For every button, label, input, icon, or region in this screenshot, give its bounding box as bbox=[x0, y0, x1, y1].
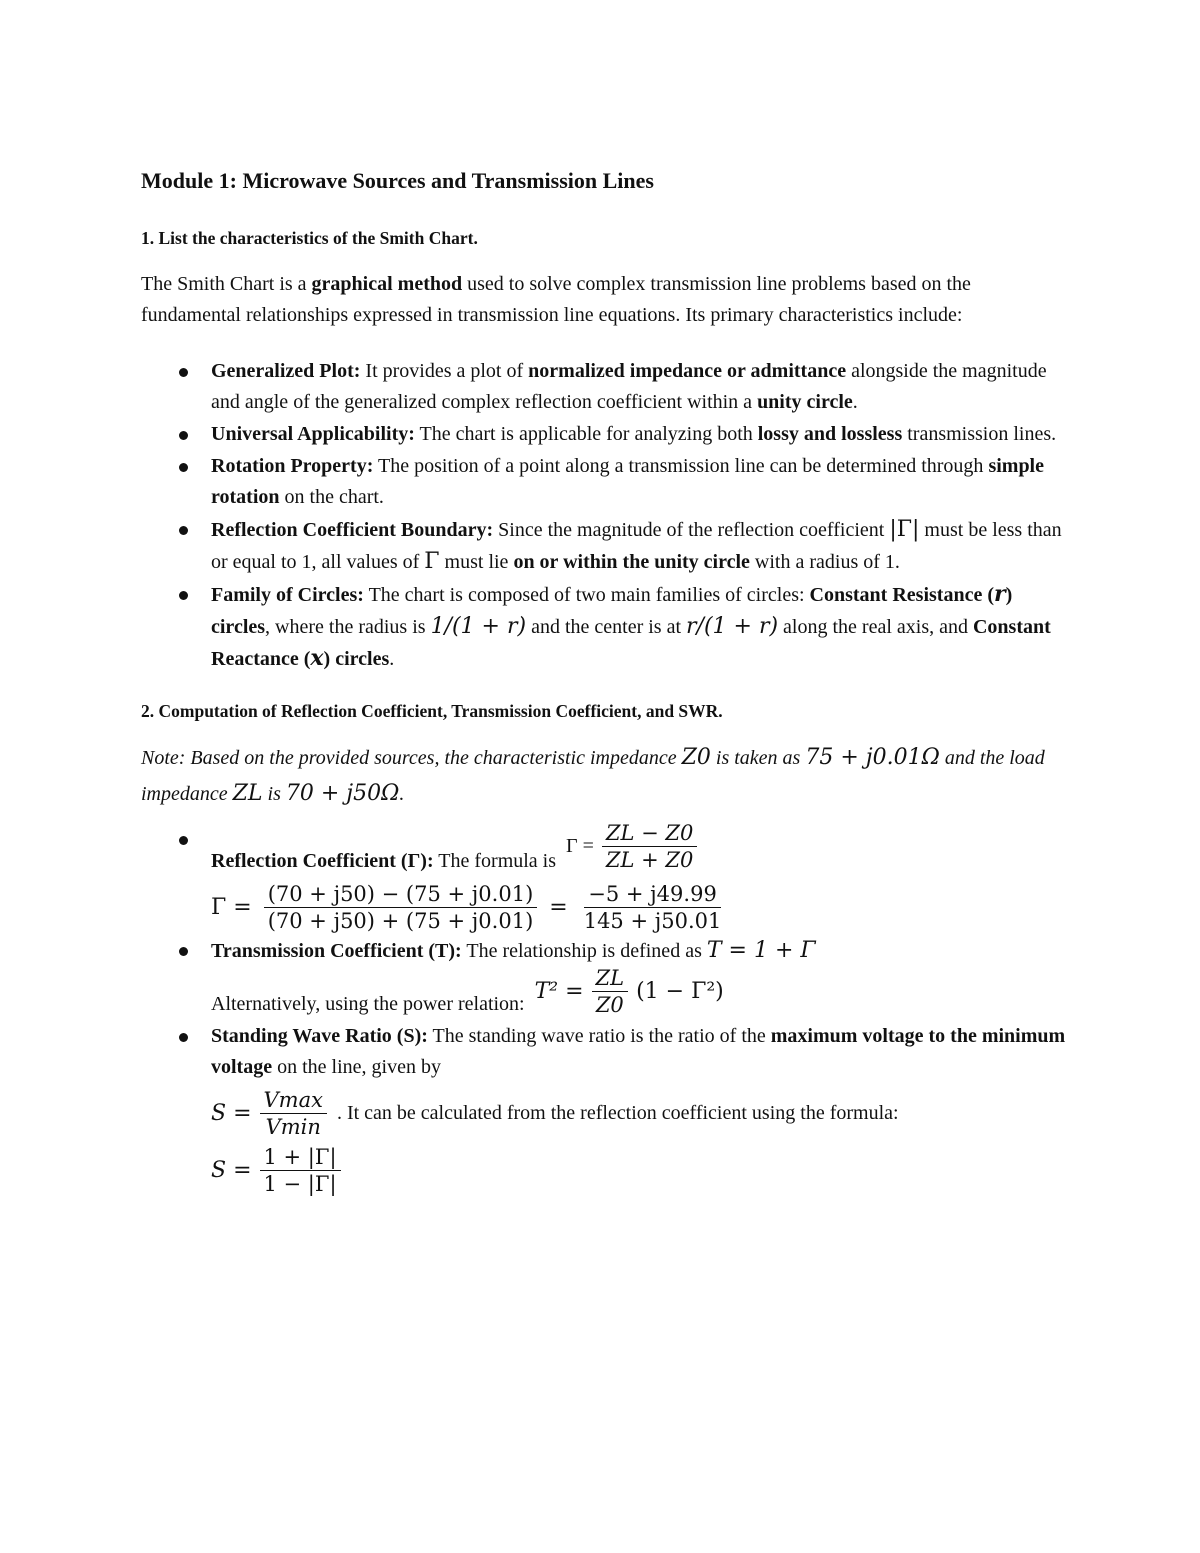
document-page bbox=[141, 168, 1071, 1197]
list-item: Standing Wave Ratio (S): The standing wave ratio is the ratio of the maximum voltage to the minimum voltage on the line, given by S = $\frac{Vmax}{Vmin}$ . It can be calculated from the reflection coefficient using the formula: S = $\frac{1 + |\Gamma|}{1 - |\Gamma|}$ bbox=[141, 1021, 1071, 1197]
list-item: Family of Circles: The chart is composed of two main families of circles: Constant Resistance (r) circles, where the radius is 1/(1 + r) and the center is at r/(1 + r) along the real axis, and Constant Reactance (x) circles. bbox=[141, 579, 1071, 675]
list-item: Generalized Plot: It provides a plot of normalized impedance or admittance alongside the magnitude and angle of the generalized complex reflection coefficient within a unity circle. bbox=[141, 356, 1071, 418]
list-item: Rotation Property: The position of a point along a transmission line can be determined through simple rotation on the chart. bbox=[141, 451, 1071, 513]
list-item: Reflection Coefficient Boundary: Since the magnitude of the reflection coefficient |Γ| must be less than or equal to 1, all values of Γ must lie on or within the unity circle with a radius of 1. bbox=[141, 514, 1071, 578]
list-item: Reflection Coefficient (Γ): The formula is Γ = $\frac{ZL - Z0}{ZL + Z0}$ Γ = $\frac{(70 + j50) - (75 + j0.01)}{(70 + j50) + (75 + j0.01)}$ = $\frac{-5 + j49.99}{145 + j50.01}$ bbox=[141, 824, 1071, 934]
transmission-formula: T = 1 + Γ bbox=[706, 938, 816, 963]
question-2-heading: 2. Computation of Reflection Coefficient, Transmission Coefficient, and SWR. bbox=[141, 701, 723, 721]
smith-chart-characteristics-list bbox=[141, 356, 1071, 675]
reflection-formula: Γ = $\frac{ZL - Z0}{ZL + Z0}$ bbox=[566, 820, 697, 873]
list-item: Universal Applicability: The chart is applicable for analyzing both lossy and lossless transmission lines. bbox=[141, 419, 1071, 450]
math-abs-gamma: |Γ| bbox=[889, 517, 920, 542]
math-radius: 1/(1 + r) bbox=[430, 614, 527, 639]
swr-gamma-formula: S = $\frac{1 + |\Gamma|}{1 - |\Gamma|}$ bbox=[211, 1144, 341, 1197]
question-1-intro: The Smith Chart is a graphical method used to solve complex transmission line problems based on the fundamental relationships expressed in transmission line equations. Its primary characteristics include: bbox=[141, 273, 971, 326]
swr-voltage-formula: S = $\frac{Vmax}{Vmin}$ bbox=[211, 1087, 327, 1140]
question-2-note: Note: Based on the provided sources, the characteristic impedance Z0 is taken as 75 + j0.01Ω and the load impedance ZL is 70 + j50Ω. bbox=[141, 745, 1045, 806]
computation-list bbox=[141, 821, 1071, 1197]
reflection-calculation: Γ = $\frac{(70 + j50) - (75 + j0.01)}{(70 + j50) + (75 + j0.01)}$ = $\frac{-5 + j49.99}{145 + j50.01}$ bbox=[211, 882, 722, 933]
page-title: Module 1: Microwave Sources and Transmission Lines bbox=[141, 168, 654, 193]
list-item: Transmission Coefficient (T): The relationship is defined as T = 1 + Γ Alternatively, using the power relation: T² = $\frac{ZL}{Z0}$ (1 − Γ²) bbox=[141, 935, 1071, 1020]
question-1-heading: 1. List the characteristics of the Smith Chart. bbox=[141, 228, 478, 248]
math-gamma: Γ bbox=[424, 549, 440, 574]
math-center: r/(1 + r) bbox=[686, 614, 779, 639]
power-relation-formula: T² = $\frac{ZL}{Z0}$ (1 − Γ²) bbox=[534, 966, 724, 1017]
